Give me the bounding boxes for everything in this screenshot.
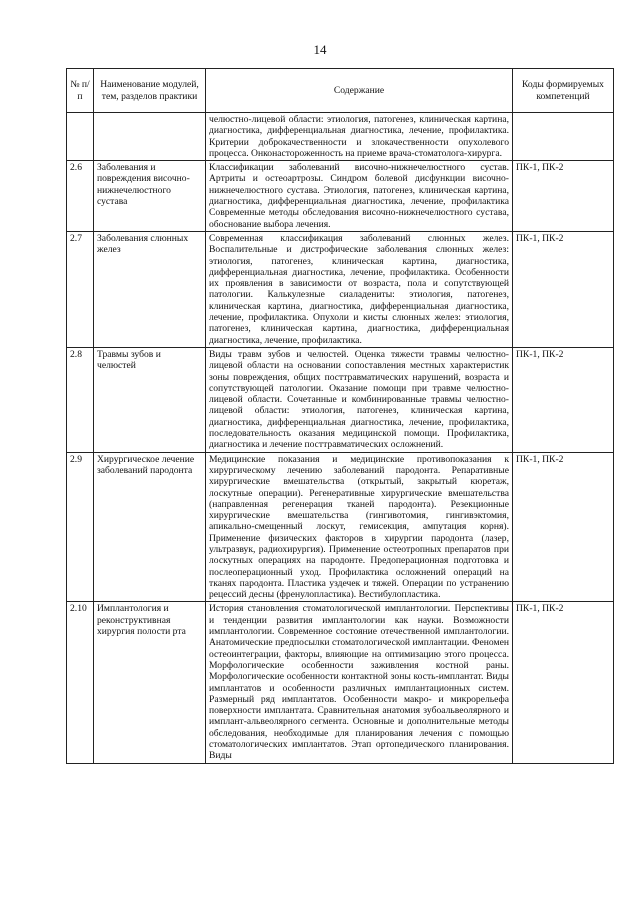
row-num: 2.8: [67, 347, 94, 452]
row-module: Хирургическое лечение заболеваний пародонта: [94, 452, 206, 602]
row-content: челюстно-лицевой области: этиология, патогенез, клиническая картина, диагностика, дифференциальная диагностика, лечение, профилактика. Критерии доброкачественности и злокачественности опухолевого процесса. Онконастороженность на приеме врача-стоматолога-хирурга.: [206, 113, 513, 161]
row-module: [94, 113, 206, 161]
table-row: [67, 452, 614, 602]
table-header-row: [67, 69, 614, 113]
row-codes: ПК-1, ПК-2: [513, 347, 614, 452]
header-num: № п/п: [67, 69, 94, 113]
table-row: [67, 231, 614, 347]
row-content: История становления стоматологической имплантологии. Перспективы и тенденции развития имплантологии как науки. Возможности имплантологии. Современное состояние отечественной имплантологии. Анатомические предпосылки стоматологической имплантации. Феномен остеоинтеграции, факторы, влияющие на оптимизацию этого процесса. Морфологические особенности заживления костной раны. Морфологические особенности контактной зоны кость-имплантат. Виды имплантатов и особенности различных имплантационных систем. Размерный ряд имплантатов. Особенности макро- и микрорельефа поверхности имплантата. Сравнительная анатомия зубоальвеолярного и имплант-альвеолярного сегмента. Основные и дополнительные методы обследования, необходимые для планирования лечения с помощью стоматологических имплантатов. Этап ортопедического планирования. Виды: [206, 602, 513, 763]
header-codes: Коды формируемых компетенций: [513, 69, 614, 113]
row-codes: ПК-1, ПК-2: [513, 602, 614, 763]
page-number: 14: [313, 42, 327, 57]
row-codes: ПК-1, ПК-2: [513, 161, 614, 232]
row-num: 2.9: [67, 452, 94, 602]
row-num: 2.7: [67, 231, 94, 347]
row-codes: ПК-1, ПК-2: [513, 231, 614, 347]
row-codes: [513, 113, 614, 161]
header-module: Наименование модулей, тем, разделов практики: [94, 69, 206, 113]
row-content: Современная классификация заболеваний слюнных желез. Воспалительные и дистрофические заболевания слюнных желез: этиология, патогенез, клиническая картина, диагностика, дифференциальная диагностика, лечение, профилактика. Особенности их проявления в зависимости от возраста, пола и сопутствующей патологии. Калькулезные сиаладениты: этиология, патогенез, клиническая картина, диагностика, дифференциальная диагностика, лечение, профилактика. Опухоли и кисты слюнных желез: этиология, патогенез, клиническая картина, диагностика, дифференциальная диагностика, лечение, профилактика.: [206, 231, 513, 347]
row-module: Заболевания и повреждения височно-нижнечелюстного сустава: [94, 161, 206, 232]
row-codes: ПК-1, ПК-2: [513, 452, 614, 602]
table-row: [67, 161, 614, 232]
header-content: Содержание: [206, 69, 513, 113]
row-content: Виды травм зубов и челюстей. Оценка тяжести травмы челюстно-лицевой области на основании сопоставления местных характеристик зоны повреждения, общих посттравматических нарушений, возраста и сопутствующей патологии. Оказание помощи при травме челюстно-лицевой области. Сочетанные и комбинированные травмы челюстно-лицевой области: этиология, патогенез, клиническая картина, диагностика, дифференциальная диагностика, лечение, профилактика, последовательность оказания медицинской помощи. Профилактика, диагностика и лечение посттравматических осложнений.: [206, 347, 513, 452]
table-row: [67, 347, 614, 452]
row-num: 2.6: [67, 161, 94, 232]
row-content: Медицинские показания и медицинские противопоказания к хирургическому лечению заболеваний пародонта. Репаративные хирургические вмешательства (открытый, закрытый кюретаж, лоскутные операции). Регенеративные хирургические вмешательства (направленная регенерация тканей пародонта). Резекционные хирургические вмешательства (гингивотомия, гингивэктомия, апикально-смещенный лоскут, гемисекция, ампутация корня). Применение физических факторов в хирургии пародонта (лазер, ультразвук, радиохирургия). Применение остеотропных препаратов при лоскутных операциях на пародонте. Предоперационная подготовка и послеоперационный уход. Профилактика осложнений операций на тканях пародонта. Пластика уздечек и тяжей. Операции по устранению рецессий десны (френулопластика). Вестибулопластика.: [206, 452, 513, 602]
row-module: Травмы зубов и челюстей: [94, 347, 206, 452]
curriculum-table: [66, 68, 614, 764]
row-num: 2.10: [67, 602, 94, 763]
row-module: Имплантология и реконструктивная хирургия полости рта: [94, 602, 206, 763]
table-row: [67, 602, 614, 763]
row-num: [67, 113, 94, 161]
table-row: [67, 113, 614, 161]
row-content: Классификации заболеваний височно-нижнечелюстного сустав. Артриты и остеоартрозы. Синдром болевой дисфункции височно-нижнечелюстного сустава. Этиология, патогенез, клиническая картина, диагностика, дифференциальная диагностика, лечение, профилактика Современные методы обследования височно-нижнечелюстного сустава, обоснование выбора лечения.: [206, 161, 513, 232]
row-module: Заболевания слюнных желез: [94, 231, 206, 347]
